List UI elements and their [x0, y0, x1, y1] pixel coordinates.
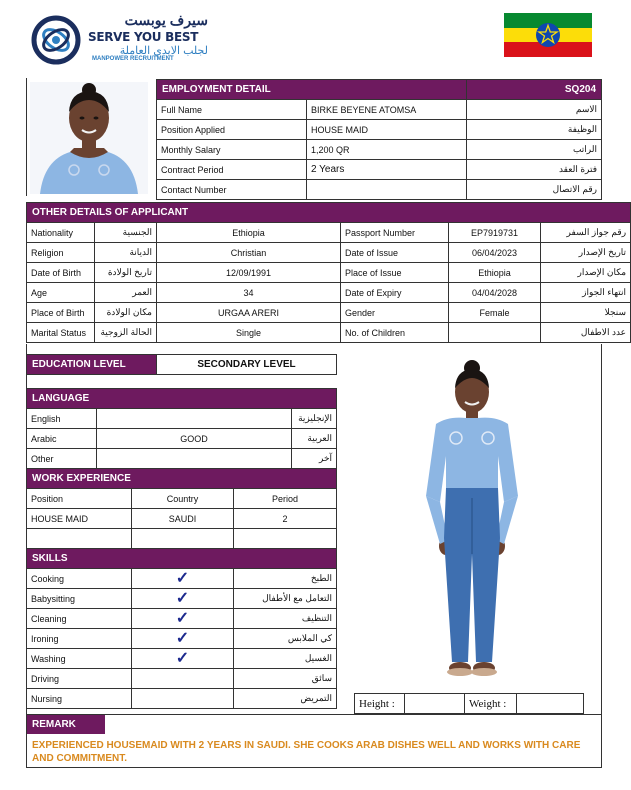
work-position-value: HOUSE MAID	[27, 509, 132, 529]
work-period-header: Period	[234, 489, 337, 509]
work-position-header: Position	[27, 489, 132, 509]
marital-status-label: Marital Status	[27, 323, 95, 343]
skill-babysitting-arabic-label: التعامل مع الأطفال	[234, 589, 337, 609]
skill-washing-check-icon: ✓	[132, 649, 234, 669]
place-of-issue-arabic-label: مكان الإصدار	[541, 263, 631, 283]
measurements-table	[354, 693, 584, 714]
contract-period-row	[157, 160, 602, 180]
contact-number-row	[157, 180, 602, 200]
education-level-title: EDUCATION LEVEL	[27, 355, 157, 375]
skill-nursing-label: Nursing	[27, 689, 132, 709]
skill-row	[27, 629, 337, 649]
english-arabic-label: الإنجليزية	[292, 409, 337, 429]
date-of-birth-arabic-label: تاريخ الولادة	[95, 263, 157, 283]
position-applied-arabic-label: الوظيفة	[467, 120, 602, 140]
skill-babysitting-label: Babysitting	[27, 589, 132, 609]
skill-cooking-arabic-label: الطبخ	[234, 569, 337, 589]
monthly-salary-row	[157, 140, 602, 160]
marital-status-arabic-label: الحالة الزوجية	[95, 323, 157, 343]
full-name-label: Full Name	[157, 100, 307, 120]
gender-label: Gender	[341, 303, 449, 323]
language-table	[26, 388, 337, 469]
skill-row	[27, 649, 337, 669]
remark-section	[26, 714, 602, 768]
work-experience-title: WORK EXPERIENCE	[27, 469, 337, 489]
date-of-birth-label: Date of Birth	[27, 263, 95, 283]
other-details-row	[27, 243, 631, 263]
work-experience-header-row	[27, 489, 337, 509]
language-row	[27, 449, 337, 469]
place-of-birth-arabic-label: مكان الولادة	[95, 303, 157, 323]
skill-cleaning-arabic-label: التنظيف	[234, 609, 337, 629]
flag-emblem-icon	[535, 22, 561, 48]
other-details-table	[26, 202, 631, 343]
brand-name: SERVE YOU BEST	[88, 30, 199, 44]
nationality-label: Nationality	[27, 223, 95, 243]
passport-number-label: Passport Number	[341, 223, 449, 243]
skill-ironing-label: Ironing	[27, 629, 132, 649]
date-of-issue-label: Date of Issue	[341, 243, 449, 263]
other-details-row	[27, 223, 631, 243]
skill-row	[27, 669, 337, 689]
other-language-arabic-label: آخر	[292, 449, 337, 469]
skill-babysitting-check-icon: ✓	[132, 589, 234, 609]
arabic-arabic-label: العربية	[292, 429, 337, 449]
contract-period-arabic-label: فترة العقد	[467, 160, 602, 180]
work-experience-table	[26, 468, 337, 549]
skill-cleaning-label: Cleaning	[27, 609, 132, 629]
passport-number-value: EP7919731	[449, 223, 541, 243]
language-row	[27, 429, 337, 449]
applicant-full-photo	[400, 358, 545, 684]
other-details-row	[27, 323, 631, 343]
full-name-row	[157, 100, 602, 120]
place-of-issue-value: Ethiopia	[449, 263, 541, 283]
work-country-value	[132, 529, 234, 549]
skill-driving-arabic-label: سائق	[234, 669, 337, 689]
other-language-label: Other	[27, 449, 97, 469]
skills-table	[26, 548, 337, 709]
skill-driving-label: Driving	[27, 669, 132, 689]
nationality-value: Ethiopia	[157, 223, 341, 243]
work-experience-row	[27, 529, 337, 549]
reference-code: SQ204	[467, 80, 602, 100]
monthly-salary-value: 1,200 QR	[307, 140, 467, 160]
religion-value: Christian	[157, 243, 341, 263]
children-count-arabic-label: عدد الاطفال	[541, 323, 631, 343]
place-of-birth-value: URGAA ARERI	[157, 303, 341, 323]
position-applied-label: Position Applied	[157, 120, 307, 140]
contract-period-value: 2 Years	[307, 160, 467, 180]
other-language-level	[97, 449, 292, 469]
age-value: 34	[157, 283, 341, 303]
passport-number-arabic-label: رقم جواز السفر	[541, 223, 631, 243]
height-value	[405, 694, 465, 714]
religion-arabic-label: الديانة	[95, 243, 157, 263]
skill-washing-label: Washing	[27, 649, 132, 669]
other-details-title: OTHER DETAILS OF APPLICANT	[27, 203, 631, 223]
skills-title: SKILLS	[27, 549, 337, 569]
language-title: LANGUAGE	[27, 389, 337, 409]
skill-cooking-check-icon: ✓	[132, 569, 234, 589]
skill-row	[27, 589, 337, 609]
date-of-expiry-label: Date of Expiry	[341, 283, 449, 303]
date-of-issue-arabic-label: تاريخ الإصدار	[541, 243, 631, 263]
arabic-level: GOOD	[97, 429, 292, 449]
date-of-birth-value: 12/09/1991	[157, 263, 341, 283]
date-of-expiry-value: 04/04/2028	[449, 283, 541, 303]
language-row	[27, 409, 337, 429]
marital-status-value: Single	[157, 323, 341, 343]
date-of-issue-value: 06/04/2023	[449, 243, 541, 263]
work-country-header: Country	[132, 489, 234, 509]
skill-ironing-check-icon: ✓	[132, 629, 234, 649]
position-applied-value: HOUSE MAID	[307, 120, 467, 140]
brand-arabic-tagline: لجلب الايدي العاملة	[119, 45, 208, 57]
education-level-table	[26, 354, 337, 375]
contact-number-arabic-label: رقم الاتصال	[467, 180, 602, 200]
age-label: Age	[27, 283, 95, 303]
other-details-row	[27, 303, 631, 323]
other-details-row	[27, 263, 631, 283]
position-applied-row	[157, 120, 602, 140]
nationality-flag	[504, 13, 592, 57]
english-level	[97, 409, 292, 429]
weight-value	[517, 694, 584, 714]
work-country-value: SAUDI	[132, 509, 234, 529]
monthly-salary-arabic-label: الراتب	[467, 140, 602, 160]
skill-row	[27, 689, 337, 709]
nationality-arabic-label: الجنسية	[95, 223, 157, 243]
arabic-label: Arabic	[27, 429, 97, 449]
skill-cooking-label: Cooking	[27, 569, 132, 589]
logo-emblem-icon	[30, 16, 82, 64]
place-of-birth-label: Place of Birth	[27, 303, 95, 323]
work-period-value: 2	[234, 509, 337, 529]
work-period-value	[234, 529, 337, 549]
company-logo	[30, 14, 210, 66]
contact-number-value	[307, 180, 467, 200]
gender-arabic-label: سنجلا	[541, 303, 631, 323]
work-position-value	[27, 529, 132, 549]
skill-cleaning-check-icon: ✓	[132, 609, 234, 629]
contract-period-label: Contract Period	[157, 160, 307, 180]
applicant-portrait	[30, 82, 148, 194]
weight-label: Weight :	[465, 694, 517, 714]
children-count-label: No. of Children	[341, 323, 449, 343]
skill-row	[27, 569, 337, 589]
children-count-value	[449, 323, 541, 343]
employment-detail-title: EMPLOYMENT DETAIL	[157, 80, 467, 100]
age-arabic-label: العمر	[95, 283, 157, 303]
employment-detail-table	[156, 79, 602, 200]
other-details-row	[27, 283, 631, 303]
monthly-salary-label: Monthly Salary	[157, 140, 307, 160]
contact-number-label: Contact Number	[157, 180, 307, 200]
gender-value: Female	[449, 303, 541, 323]
remark-text: EXPERIENCED HOUSEMAID WITH 2 YEARS IN SAUDI. SHE COOKS ARAB DISHES WELL AND WORKS WITH CARE AND COMMITMENT.	[32, 740, 581, 764]
work-experience-row	[27, 509, 337, 529]
skill-washing-arabic-label: الغسيل	[234, 649, 337, 669]
full-body-photo-icon	[400, 358, 545, 684]
skill-driving-check-icon	[132, 669, 234, 689]
date-of-expiry-arabic-label: انتهاء الجواز	[541, 283, 631, 303]
english-label: English	[27, 409, 97, 429]
full-name-value: BIRKE BEYENE ATOMSA	[307, 100, 467, 120]
place-of-issue-label: Place of Issue	[341, 263, 449, 283]
skill-nursing-arabic-label: التمريض	[234, 689, 337, 709]
education-level-value: SECONDARY LEVEL	[157, 355, 337, 375]
brand-arabic-name: سيرف يوبست	[124, 12, 208, 28]
portrait-photo-icon	[30, 82, 148, 194]
remark-title: REMARK	[27, 715, 105, 734]
full-name-arabic-label: الاسم	[467, 100, 602, 120]
skill-ironing-arabic-label: كي الملابس	[234, 629, 337, 649]
religion-label: Religion	[27, 243, 95, 263]
brand-tagline: MANPOWER RECRUITMENT	[92, 56, 174, 62]
height-label: Height :	[355, 694, 405, 714]
skill-row	[27, 609, 337, 629]
skill-nursing-check-icon	[132, 689, 234, 709]
